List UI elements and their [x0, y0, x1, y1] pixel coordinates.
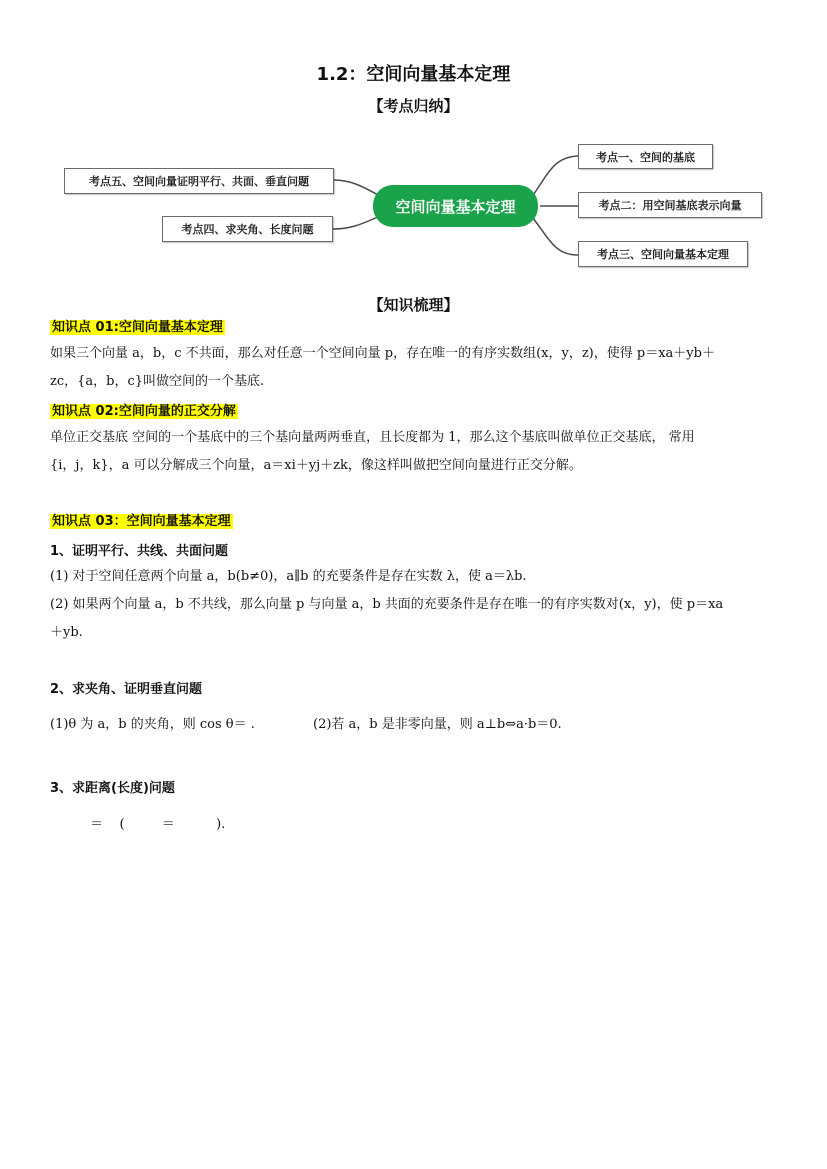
- section-heading-knowledge: 【知识梳理】: [368, 296, 459, 314]
- knowledge-point-3-label: 知识点 03：空间向量基本定理: [52, 514, 231, 529]
- knowledge-point-2-line-1: 单位正交基底 空间的一个基底中的三个基向量两两垂直，且长度都为 1，那么这个基底叫做单位正交基底， 常用: [50, 430, 695, 445]
- mind-map-center: 空间向量基本定理: [373, 185, 538, 227]
- knowledge-point-1-label: 知识点 01:空间向量基本定理: [52, 320, 223, 335]
- paragraph-parallel-1: (1) 对于空间任意两个向量 a，b(b≠0)，a∥b 的充要条件是存在实数 λ，使 a＝λb.: [50, 569, 527, 584]
- subheading-distance: 3、求距离(长度)问题: [50, 781, 175, 796]
- paragraph-coplanar-line-2: ＋yb.: [50, 625, 83, 640]
- paragraph-coplanar-line-1: (2) 如果两个向量 a，b 不共线，那么向量 p 与向量 a，b 共面的充要条件是存在唯一的有序实数对(x，y)，使 p＝xa: [50, 597, 724, 612]
- subheading-parallel: 1、证明平行、共线、共面问题: [50, 544, 229, 559]
- mind-map: [0, 130, 827, 280]
- paragraph-angle: (1)θ 为 a，b 的夹角，则 cos θ＝ .: [50, 717, 255, 732]
- subheading-angle: 2、求夹角、证明垂直问题: [50, 682, 203, 697]
- knowledge-point-1-line-2: zc，{a，b，c}叫做空间的一个基底.: [50, 374, 265, 389]
- connector-right-1: [530, 156, 578, 200]
- knowledge-point-1-line-1: 如果三个向量 a，b，c 不共面，那么对任意一个空间向量 p，存在唯一的有序实数组(x，y，z)，使得 p＝xa＋yb＋: [50, 346, 715, 361]
- connector-left-2: [333, 216, 380, 229]
- knowledge-point-2-label: 知识点 02:空间向量的正交分解: [52, 404, 236, 419]
- page-title: 1.2：空间向量基本定理: [316, 64, 511, 85]
- mind-map-node-3: 考点三、空间向量基本定理: [578, 241, 748, 267]
- knowledge-point-2-line-2: {i，j，k}，a 可以分解成三个向量，a＝xi＋yj＋zk，像这样叫做把空间向量进行正交分解。: [50, 458, 582, 473]
- connector-right-3: [530, 214, 578, 255]
- section-heading-summary: 【考点归纳】: [368, 97, 459, 115]
- mind-map-node-1: 考点一、空间的基底: [578, 144, 713, 169]
- connector-left-1: [333, 180, 380, 196]
- mind-map-node-4: 考点四、求夹角、长度问题: [162, 216, 333, 242]
- paragraph-perpendicular: (2)若 a，b 是非零向量，则 a⊥b⇔a·b＝0.: [313, 717, 562, 732]
- paragraph-distance-formula: ＝ ( ＝ ).: [90, 817, 226, 832]
- mind-map-node-2: 考点二：用空间基底表示向量: [578, 192, 762, 218]
- mind-map-node-5: 考点五、空间向量证明平行、共面、垂直问题: [64, 168, 334, 194]
